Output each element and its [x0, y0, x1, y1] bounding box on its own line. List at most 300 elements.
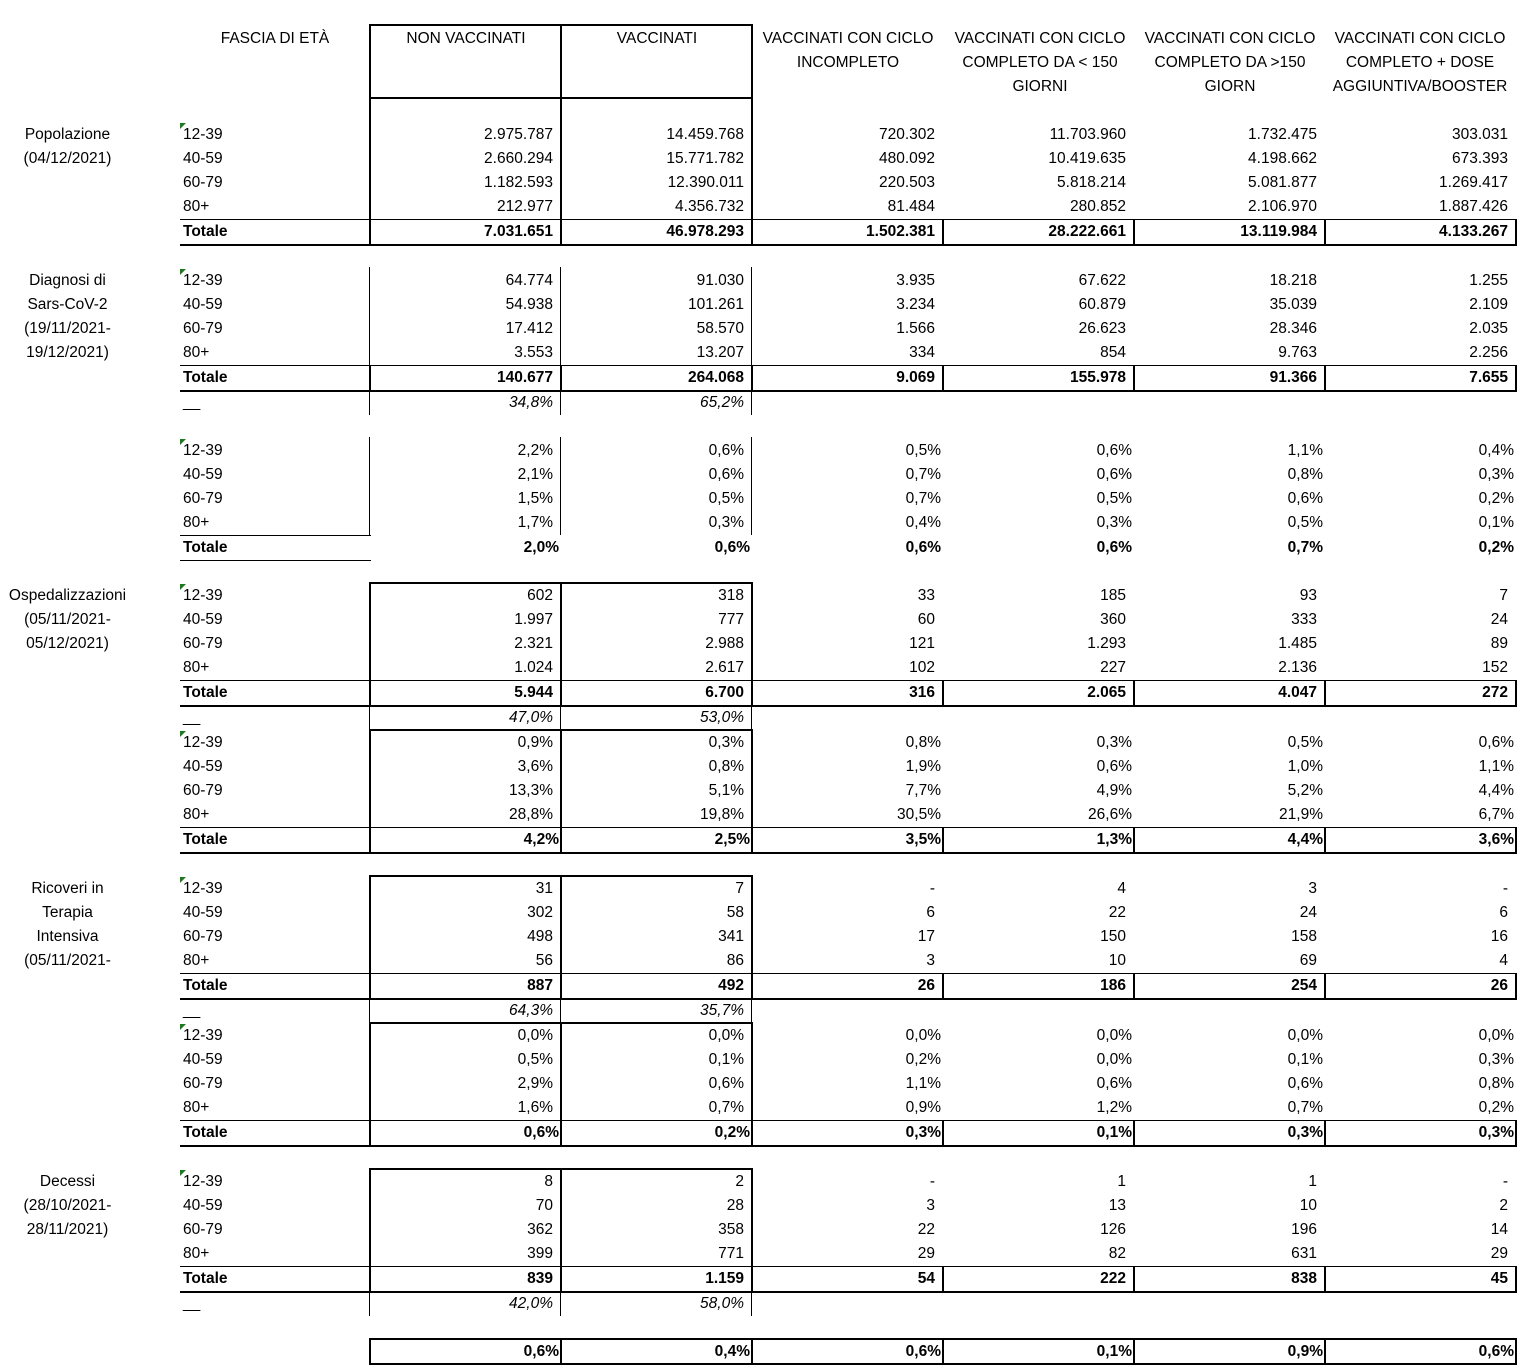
share-cell: 47,0%	[509, 709, 553, 726]
table-cell: 0,9%	[905, 1099, 941, 1116]
table-cell: -	[1502, 880, 1508, 897]
total-cell: 1.159	[705, 1270, 744, 1287]
table-cell: 2,9%	[517, 1075, 553, 1092]
table-cell: 1,1%	[905, 1075, 941, 1092]
table-cell: 24	[1490, 611, 1508, 628]
table-cell: 58	[726, 904, 744, 921]
table-cell: 399	[527, 1245, 553, 1262]
table-cell: 362	[527, 1221, 553, 1238]
share-cell: 34,8%	[509, 394, 553, 411]
total-label: Totale	[183, 1270, 228, 1287]
table-cell: 341	[718, 928, 744, 945]
table-cell: 14.459.768	[666, 126, 744, 143]
table-cell: 7	[735, 880, 744, 897]
table-cell: 1.269.417	[1439, 174, 1508, 191]
table-cell: 89	[1490, 635, 1508, 652]
table-cell: 1.997	[514, 611, 553, 628]
cell-comment-marker	[180, 123, 186, 129]
age-label: 60-79	[183, 928, 223, 945]
table-cell: 0,3%	[1096, 734, 1132, 751]
table-cell: 15.771.782	[666, 150, 744, 167]
total-cell: 316	[909, 684, 935, 701]
total-cell: 264.068	[687, 369, 744, 386]
table-cell: 0,0%	[1478, 1027, 1514, 1044]
table-cell: 2.035	[1469, 320, 1508, 337]
table-cell: 2.106.970	[1248, 198, 1317, 215]
table-cell: 0,0%	[517, 1027, 553, 1044]
age-label: 80+	[183, 1245, 210, 1262]
table-cell: 31	[535, 880, 553, 897]
table-cell: 0,0%	[1096, 1027, 1132, 1044]
table-cell: 0,0%	[708, 1027, 744, 1044]
total-label: Totale	[183, 539, 228, 556]
age-label: 60-79	[183, 490, 223, 507]
total-cell: 254	[1291, 977, 1317, 994]
total-cell: 222	[1100, 1270, 1126, 1287]
table-cell: 1.566	[896, 320, 935, 337]
table-cell: 185	[1100, 587, 1126, 604]
total-cell: 0,2%	[714, 1124, 750, 1141]
age-label: 40-59	[183, 150, 223, 167]
table-cell: 82	[1108, 1245, 1126, 1262]
share-marker: __	[183, 709, 201, 726]
table-cell: 2	[735, 1173, 744, 1190]
table-cell: 0,6%	[1096, 466, 1132, 483]
table-cell: 54.938	[505, 296, 553, 313]
table-cell: 126	[1100, 1221, 1126, 1238]
total-cell: 46.978.293	[666, 223, 744, 240]
table-cell: 0,8%	[708, 758, 744, 775]
section-label-diagnosi: Diagnosi di Sars-CoV-2 (19/11/2021- 19/12/2021)	[24, 272, 111, 361]
table-cell: 0,5%	[905, 442, 941, 459]
table-cell: 13.207	[696, 344, 744, 361]
total-label: Totale	[183, 223, 228, 240]
table-cell: 0,5%	[1287, 514, 1323, 531]
table-cell: 1,9%	[905, 758, 941, 775]
total-cell: 13.119.984	[1240, 223, 1317, 240]
table-cell: 3.553	[514, 344, 553, 361]
table-cell: 4.356.732	[675, 198, 744, 215]
table-cell: 777	[718, 611, 744, 628]
table-cell: 334	[909, 344, 935, 361]
table-cell: 60	[917, 611, 935, 628]
table-cell: 8	[544, 1173, 553, 1190]
table-cell: 33	[917, 587, 935, 604]
age-label: 80+	[183, 806, 210, 823]
total-cell: 155.978	[1069, 369, 1126, 386]
table-cell: 0,0%	[1287, 1027, 1323, 1044]
final-cell: 0,1%	[1096, 1343, 1132, 1360]
age-label: 60-79	[183, 782, 223, 799]
table-cell: 17.412	[505, 320, 553, 337]
total-cell: 2,5%	[714, 831, 750, 848]
table-cell: 1.485	[1278, 635, 1317, 652]
table-cell: 3	[1308, 880, 1317, 897]
table-cell: 0,6%	[1096, 758, 1132, 775]
age-label: 12-39	[183, 587, 223, 604]
table-cell: 0,3%	[708, 734, 744, 751]
table-cell: 2.136	[1278, 659, 1317, 676]
table-cell: 121	[909, 635, 935, 652]
age-label: 12-39	[183, 734, 223, 751]
table-cell: 35.039	[1269, 296, 1317, 313]
age-label: 40-59	[183, 611, 223, 628]
age-label: 40-59	[183, 758, 223, 775]
table-cell: 0,3%	[1096, 514, 1132, 531]
table-cell: 67.622	[1078, 272, 1126, 289]
table-cell: 30,5%	[897, 806, 941, 823]
total-label: Totale	[183, 684, 228, 701]
table-cell: 4	[1499, 952, 1508, 969]
share-cell: 53,0%	[700, 709, 744, 726]
table-cell: 7	[1499, 587, 1508, 604]
table-cell: 480.092	[878, 150, 935, 167]
table-cell: 2.617	[705, 659, 744, 676]
header-vaccinati: VACCINATI	[616, 30, 698, 47]
age-label: 80+	[183, 344, 210, 361]
cell-comment-marker	[180, 584, 186, 590]
table-cell: 28	[726, 1197, 744, 1214]
table-cell: 303.031	[1451, 126, 1508, 143]
table-cell: 81.484	[887, 198, 935, 215]
table-cell: 24	[1299, 904, 1317, 921]
table-cell: 280.852	[1069, 198, 1126, 215]
table-cell: 0,6%	[1478, 734, 1514, 751]
total-cell: 28.222.661	[1048, 223, 1126, 240]
total-cell: 0,7%	[1287, 539, 1323, 556]
table-cell: 12.390.011	[667, 174, 744, 191]
table-cell: 56	[535, 952, 553, 969]
cell-comment-marker	[180, 731, 186, 737]
table-cell: 29	[917, 1245, 935, 1262]
total-cell: 45	[1490, 1270, 1508, 1287]
total-cell: 1.502.381	[866, 223, 935, 240]
table-cell: 9.763	[1278, 344, 1317, 361]
table-cell: 19,8%	[700, 806, 744, 823]
table-cell: 26.623	[1078, 320, 1126, 337]
age-label: 60-79	[183, 1221, 223, 1238]
total-cell: 4,2%	[523, 831, 559, 848]
section-label-terapia-intensiva: Ricoveri in Terapia Intensiva (05/11/2021-	[24, 880, 111, 969]
table-cell: 158	[1291, 928, 1317, 945]
total-cell: 4.133.267	[1439, 223, 1508, 240]
table-cell: 16	[1490, 928, 1508, 945]
table-cell: 6,7%	[1478, 806, 1514, 823]
table-cell: 21,9%	[1279, 806, 1323, 823]
header-age: FASCIA DI ETÀ	[220, 30, 330, 47]
table-cell: 498	[527, 928, 553, 945]
total-cell: 492	[718, 977, 744, 994]
total-cell: 26	[1490, 977, 1508, 994]
table-cell: 0,4%	[905, 514, 941, 531]
header-non-vaccinati: NON VACCINATI	[406, 30, 526, 47]
table-cell: 360	[1100, 611, 1126, 628]
table-cell: 60.879	[1078, 296, 1126, 313]
age-label: 40-59	[183, 1051, 223, 1068]
table-cell: 333	[1291, 611, 1317, 628]
table-cell: 11.703.960	[1049, 126, 1126, 143]
cell-comment-marker	[180, 439, 186, 445]
table-cell: 6	[926, 904, 935, 921]
total-cell: 2,0%	[523, 539, 559, 556]
table-cell: 0,7%	[1287, 1099, 1323, 1116]
total-cell: 54	[917, 1270, 935, 1287]
table-cell: 4,9%	[1096, 782, 1132, 799]
age-label: 40-59	[183, 904, 223, 921]
total-cell: 91.366	[1269, 369, 1317, 386]
table-cell: 0,8%	[1287, 466, 1323, 483]
table-cell: 720.302	[878, 126, 935, 143]
share-marker: __	[183, 1002, 201, 1019]
table-cell: 58.570	[696, 320, 744, 337]
table-cell: 302	[527, 904, 553, 921]
table-cell: 318	[718, 587, 744, 604]
table-cell: 1.887.426	[1439, 198, 1508, 215]
age-label: 80+	[183, 198, 210, 215]
total-cell: 7.031.651	[484, 223, 553, 240]
table-cell: 0,4%	[1478, 442, 1514, 459]
table-cell: 5,2%	[1287, 782, 1323, 799]
table-cell: 673.393	[1451, 150, 1508, 167]
table-cell: 86	[726, 952, 744, 969]
table-cell: 4.198.662	[1248, 150, 1317, 167]
table-cell: 602	[527, 587, 553, 604]
final-cell: 0,6%	[1478, 1343, 1514, 1360]
table-cell: 854	[1100, 344, 1126, 361]
table-cell: 0,1%	[1478, 514, 1514, 531]
table-cell: 6	[1499, 904, 1508, 921]
section-label-ospedalizzazioni: Ospedalizzazioni (05/11/2021- 05/12/2021)	[8, 587, 127, 652]
table-cell: 0,6%	[708, 466, 744, 483]
total-label: Totale	[183, 369, 228, 386]
table-cell: 1,5%	[517, 490, 553, 507]
table-cell: 0,8%	[1478, 1075, 1514, 1092]
table-cell: 0,1%	[1287, 1051, 1323, 1068]
table-cell: 0,9%	[517, 734, 553, 751]
table-cell: 1,2%	[1096, 1099, 1132, 1116]
total-cell: 3,6%	[1478, 831, 1514, 848]
total-cell: 3,5%	[905, 831, 941, 848]
table-cell: 0,6%	[1096, 442, 1132, 459]
final-cell: 0,6%	[905, 1343, 941, 1360]
table-cell: 0,6%	[708, 1075, 744, 1092]
table-cell: 5.081.877	[1248, 174, 1317, 191]
table-cell: 0,7%	[708, 1099, 744, 1116]
age-label: 12-39	[183, 880, 223, 897]
total-cell: 26	[917, 977, 935, 994]
table-cell: 2.988	[705, 635, 744, 652]
table-cell: 0,5%	[1096, 490, 1132, 507]
cell-comment-marker	[180, 269, 186, 275]
table-cell: 69	[1299, 952, 1317, 969]
table-cell: 70	[535, 1197, 553, 1214]
table-cell: 196	[1291, 1221, 1317, 1238]
table-cell: 1.293	[1087, 635, 1126, 652]
table-cell: 5.818.214	[1057, 174, 1126, 191]
cell-comment-marker	[180, 1024, 186, 1030]
total-cell: 838	[1291, 1270, 1317, 1287]
age-label: 12-39	[183, 1027, 223, 1044]
table-cell: 631	[1291, 1245, 1317, 1262]
table-cell: 14	[1490, 1221, 1508, 1238]
total-cell: 0,6%	[1096, 539, 1132, 556]
table-cell: 3	[926, 952, 935, 969]
age-label: 60-79	[183, 320, 223, 337]
share-marker: __	[183, 1295, 201, 1312]
total-cell: 6.700	[705, 684, 744, 701]
table-cell: 1,1%	[1287, 442, 1323, 459]
table-cell: 2,1%	[517, 466, 553, 483]
table-cell: 4,4%	[1478, 782, 1514, 799]
table-cell: 0,2%	[1478, 1099, 1514, 1116]
total-cell: 0,1%	[1096, 1124, 1132, 1141]
table-cell: 0,5%	[1287, 734, 1323, 751]
table-cell: 1.255	[1469, 272, 1508, 289]
table-cell: 5,1%	[708, 782, 744, 799]
table-cell: 1.024	[514, 659, 553, 676]
age-label: 40-59	[183, 466, 223, 483]
table-cell: 152	[1482, 659, 1508, 676]
table-cell: -	[1502, 1173, 1508, 1190]
table-cell: 220.503	[878, 174, 935, 191]
age-label: 12-39	[183, 272, 223, 289]
total-label: Totale	[183, 977, 228, 994]
table-cell: 1.732.475	[1248, 126, 1317, 143]
table-cell: 1,1%	[1478, 758, 1514, 775]
share-marker: __	[183, 394, 201, 411]
table-cell: 28.346	[1269, 320, 1317, 337]
table-cell: 2.256	[1469, 344, 1508, 361]
table-cell: 3,6%	[517, 758, 553, 775]
header-incompleto: VACCINATI CON CICLO INCOMPLETO	[762, 30, 934, 71]
total-label: Totale	[183, 1124, 228, 1141]
table-cell: 2.321	[514, 635, 553, 652]
age-label: 80+	[183, 514, 210, 531]
share-cell: 58,0%	[700, 1295, 744, 1312]
total-cell: 0,3%	[905, 1124, 941, 1141]
table-cell: 0,0%	[1096, 1051, 1132, 1068]
table-cell: 2	[1499, 1197, 1508, 1214]
final-cell: 0,6%	[523, 1343, 559, 1360]
table-cell: 0,6%	[1287, 490, 1323, 507]
total-cell: 0,6%	[905, 539, 941, 556]
share-cell: 35,7%	[700, 1002, 744, 1019]
age-label: 12-39	[183, 126, 223, 143]
table-cell: 0,2%	[1478, 490, 1514, 507]
age-label: 40-59	[183, 1197, 223, 1214]
table-cell: 0,6%	[1287, 1075, 1323, 1092]
table-cell: 358	[718, 1221, 744, 1238]
age-label: 80+	[183, 1099, 210, 1116]
total-cell: 0,6%	[523, 1124, 559, 1141]
total-cell: 0,3%	[1478, 1124, 1514, 1141]
table-cell: 3	[926, 1197, 935, 1214]
total-cell: 0,6%	[714, 539, 750, 556]
total-cell: 140.677	[496, 369, 553, 386]
total-cell: 272	[1482, 684, 1508, 701]
table-cell: 0,7%	[905, 466, 941, 483]
age-label: 12-39	[183, 442, 223, 459]
total-cell: 839	[527, 1270, 553, 1287]
total-cell: 4,4%	[1287, 831, 1323, 848]
table-cell: 2.109	[1469, 296, 1508, 313]
table-cell: 13,3%	[509, 782, 553, 799]
table-cell: 227	[1100, 659, 1126, 676]
table-cell: 3.935	[896, 272, 935, 289]
total-cell: 5.944	[514, 684, 553, 701]
table-cell: 2.975.787	[484, 126, 553, 143]
total-cell: 7.655	[1469, 369, 1508, 386]
total-cell: 9.069	[896, 369, 935, 386]
table-cell: -	[929, 880, 935, 897]
table-cell: 22	[917, 1221, 935, 1238]
total-cell: 887	[527, 977, 553, 994]
total-cell: 4.047	[1278, 684, 1317, 701]
age-label: 80+	[183, 659, 210, 676]
share-cell: 42,0%	[509, 1295, 553, 1312]
final-cell: 0,4%	[714, 1343, 750, 1360]
table-cell: 0,7%	[905, 490, 941, 507]
table-cell: 29	[1490, 1245, 1508, 1262]
age-label: 60-79	[183, 635, 223, 652]
table-cell: 1.182.593	[484, 174, 553, 191]
table-cell: 0,2%	[905, 1051, 941, 1068]
age-label: 60-79	[183, 1075, 223, 1092]
table-cell: 0,3%	[708, 514, 744, 531]
table-cell: 771	[718, 1245, 744, 1262]
table-cell: 101.261	[687, 296, 744, 313]
share-cell: 65,2%	[700, 394, 744, 411]
section-label-popolazione: Popolazione (04/12/2021)	[23, 126, 112, 167]
table-cell: 4	[1117, 880, 1126, 897]
table-cell: 0,1%	[708, 1051, 744, 1068]
table-cell: 28,8%	[509, 806, 553, 823]
share-cell: 64,3%	[509, 1002, 553, 1019]
table-cell: 150	[1100, 928, 1126, 945]
table-cell: 17	[917, 928, 935, 945]
final-cell: 0,9%	[1287, 1343, 1323, 1360]
age-label: 60-79	[183, 174, 223, 191]
table-cell: 22	[1108, 904, 1126, 921]
section-label-decessi: Decessi (28/10/2021- 28/11/2021)	[23, 1173, 112, 1238]
total-cell: 0,3%	[1287, 1124, 1323, 1141]
table-cell: 0,6%	[1096, 1075, 1132, 1092]
table-cell: 0,5%	[517, 1051, 553, 1068]
age-label: 12-39	[183, 1173, 223, 1190]
table-cell: 0,5%	[708, 490, 744, 507]
header-booster: VACCINATI CON CICLO COMPLETO + DOSE AGGIUNTIVA/BOOSTER	[1332, 30, 1508, 95]
table-cell: 26,6%	[1088, 806, 1132, 823]
table-cell: 0,3%	[1478, 1051, 1514, 1068]
table-cell: 102	[909, 659, 935, 676]
table-cell: 2.660.294	[484, 150, 553, 167]
cell-comment-marker	[180, 1170, 186, 1176]
table-cell: 64.774	[505, 272, 553, 289]
table-cell: 10.419.635	[1048, 150, 1126, 167]
table-cell: 18.218	[1269, 272, 1317, 289]
age-label: 80+	[183, 952, 210, 969]
table-cell: 10	[1108, 952, 1126, 969]
total-cell: 2.065	[1087, 684, 1126, 701]
total-cell: 0,2%	[1478, 539, 1514, 556]
table-cell: 0,0%	[905, 1027, 941, 1044]
table-cell: 1,0%	[1287, 758, 1323, 775]
table-cell: -	[929, 1173, 935, 1190]
table-cell: 1,7%	[517, 514, 553, 531]
total-cell: 1,3%	[1096, 831, 1132, 848]
age-label: 40-59	[183, 296, 223, 313]
table-cell: 7,7%	[905, 782, 941, 799]
